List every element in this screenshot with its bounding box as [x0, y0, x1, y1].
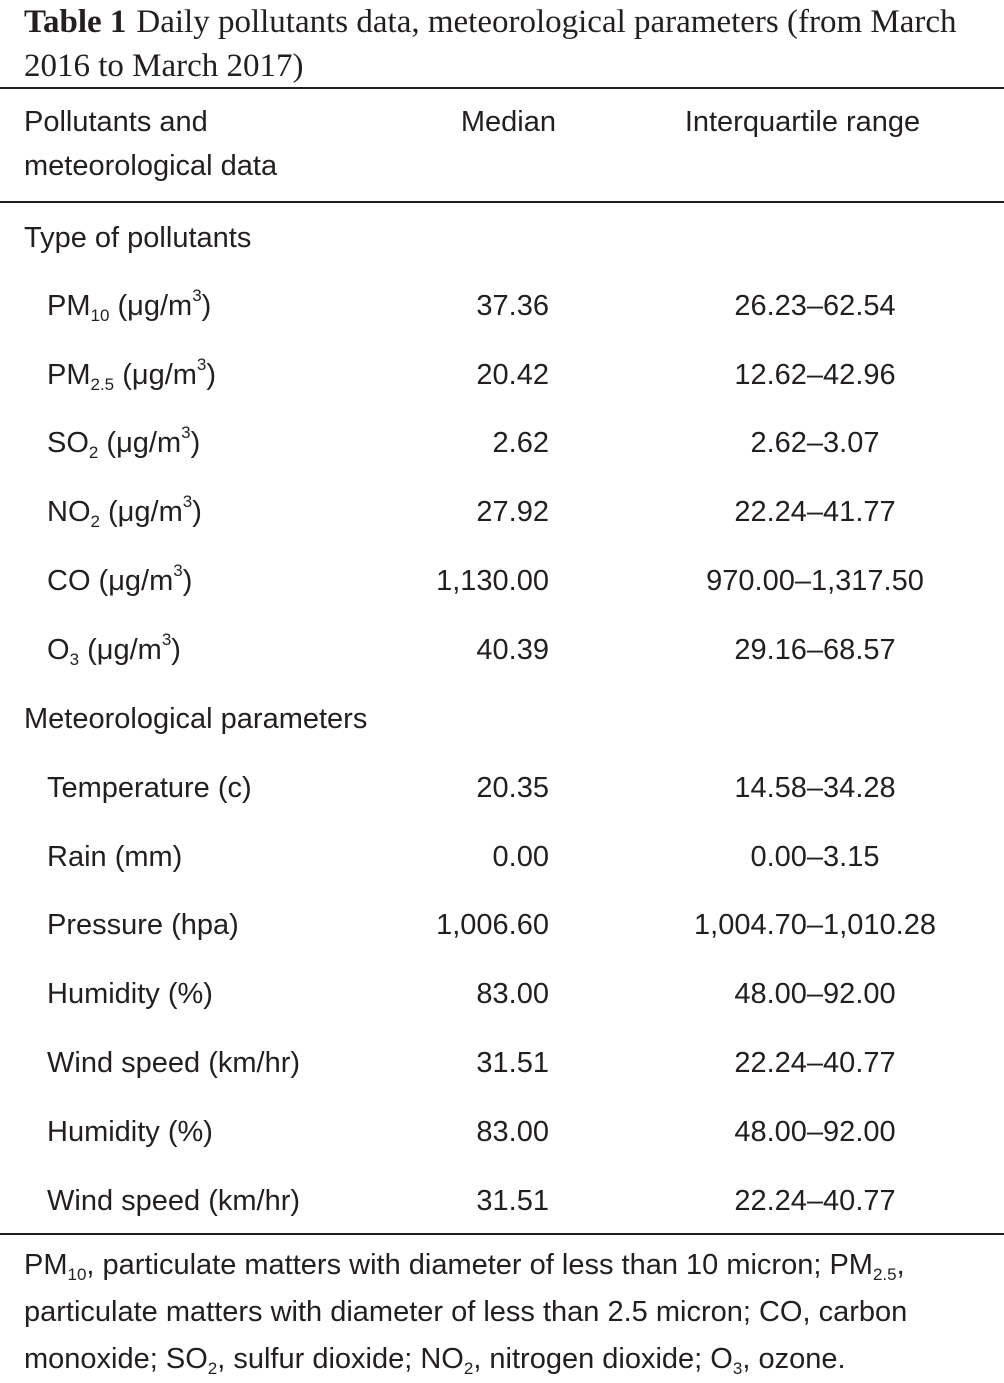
table-row	[0, 490, 1004, 558]
row-median: 2.62	[492, 427, 549, 459]
row-label: Pressure (hpa)	[47, 909, 239, 941]
row-iqr: 22.24–41.77	[734, 496, 896, 528]
row-label: Humidity (%)	[47, 978, 213, 1010]
bottom-rule	[0, 1233, 1004, 1235]
header-variable-line1: Pollutants and	[24, 106, 208, 138]
section-label: Type of pollutants	[24, 222, 252, 254]
table-row	[0, 284, 1004, 352]
table-row	[0, 766, 1004, 834]
row-label: $NO_2$ $(\mu g/m^3)$	[47, 492, 202, 531]
row-median: 37.36	[476, 290, 549, 322]
header-median: Median	[460, 106, 556, 138]
section-row-pollutants	[0, 216, 1004, 284]
row-iqr: 12.62–42.96	[734, 359, 896, 391]
row-iqr: 0.00–3.15	[750, 841, 880, 873]
row-median: 1,130.00	[436, 565, 549, 597]
top-rule	[0, 87, 1004, 89]
row-median: 40.39	[476, 634, 549, 666]
table-row	[0, 835, 1004, 903]
table-row	[0, 972, 1004, 1040]
row-label: CO $(\mu g/m^3)$	[47, 561, 193, 597]
row-median: 1,006.60	[436, 909, 549, 941]
row-label: $O_3$ $(\mu g/m^3)$	[47, 630, 181, 669]
row-label: Rain (mm)	[47, 841, 183, 873]
row-median: 31.51	[476, 1047, 549, 1079]
header-variable	[24, 100, 354, 188]
section-row-meteorological	[0, 697, 1004, 765]
row-label: Wind speed (km/hr)	[47, 1185, 301, 1217]
row-iqr: 48.00–92.00	[734, 1116, 896, 1148]
row-label: Temperature (c)	[47, 772, 252, 804]
row-median: 27.92	[476, 496, 549, 528]
row-iqr: 29.16–68.57	[734, 634, 896, 666]
row-median: 20.35	[476, 772, 549, 804]
row-iqr: 48.00–92.00	[734, 978, 896, 1010]
row-iqr: 26.23–62.54	[734, 290, 896, 322]
row-label: $PM_{2.5}$ $(\mu g/m^3)$	[47, 355, 217, 394]
table-row	[0, 353, 1004, 421]
table-row	[0, 559, 1004, 627]
row-iqr: 1,004.70–1,010.28	[694, 909, 936, 941]
section-label: Meteorological parameters	[24, 703, 368, 735]
table-caption	[24, 0, 984, 88]
row-median: 83.00	[476, 978, 549, 1010]
row-median: 0.00	[492, 841, 549, 873]
row-median: 20.42	[476, 359, 549, 391]
table-row	[0, 1041, 1004, 1109]
header-iqr: Interquartile range	[684, 106, 921, 138]
row-iqr: 970.00–1,317.50	[706, 565, 924, 597]
row-iqr: 22.24–40.77	[734, 1047, 896, 1079]
row-iqr: 14.58–34.28	[734, 772, 896, 804]
table-row	[0, 421, 1004, 489]
table-row	[0, 1179, 1004, 1247]
row-label: Wind speed (km/hr)	[47, 1047, 301, 1079]
row-median: 83.00	[476, 1116, 549, 1148]
table-row	[0, 903, 1004, 971]
table-row	[0, 628, 1004, 696]
row-label: $PM_{10}$ $(\mu g/m^3)$	[47, 286, 212, 325]
header-variable-line2: meteorological data	[24, 150, 278, 182]
row-iqr: 2.62–3.07	[750, 427, 880, 459]
table-number: Table 1	[24, 4, 127, 40]
header-rule	[0, 201, 1004, 203]
row-median: 31.51	[476, 1185, 549, 1217]
row-iqr: 22.24–40.77	[734, 1185, 896, 1217]
table-title: Daily pollutants data, meteorological parameters (from March 2016 to March 2017)	[24, 4, 957, 84]
row-label: $SO_2$ $(\mu g/m^3)$	[47, 423, 201, 462]
table-footnote: $PM_{10}$, particulate matters with diameter of less than 10 micron; $PM_{2.5}$, particulate matters with diameter of less than 2.5 micron; CO, carbon monoxide; $SO_2$, sulfur dioxide; $NO_2$, nitrogen dioxide; $O_3$, ozone.	[24, 1249, 908, 1378]
row-label: Humidity (%)	[47, 1116, 213, 1148]
table-row	[0, 1110, 1004, 1178]
